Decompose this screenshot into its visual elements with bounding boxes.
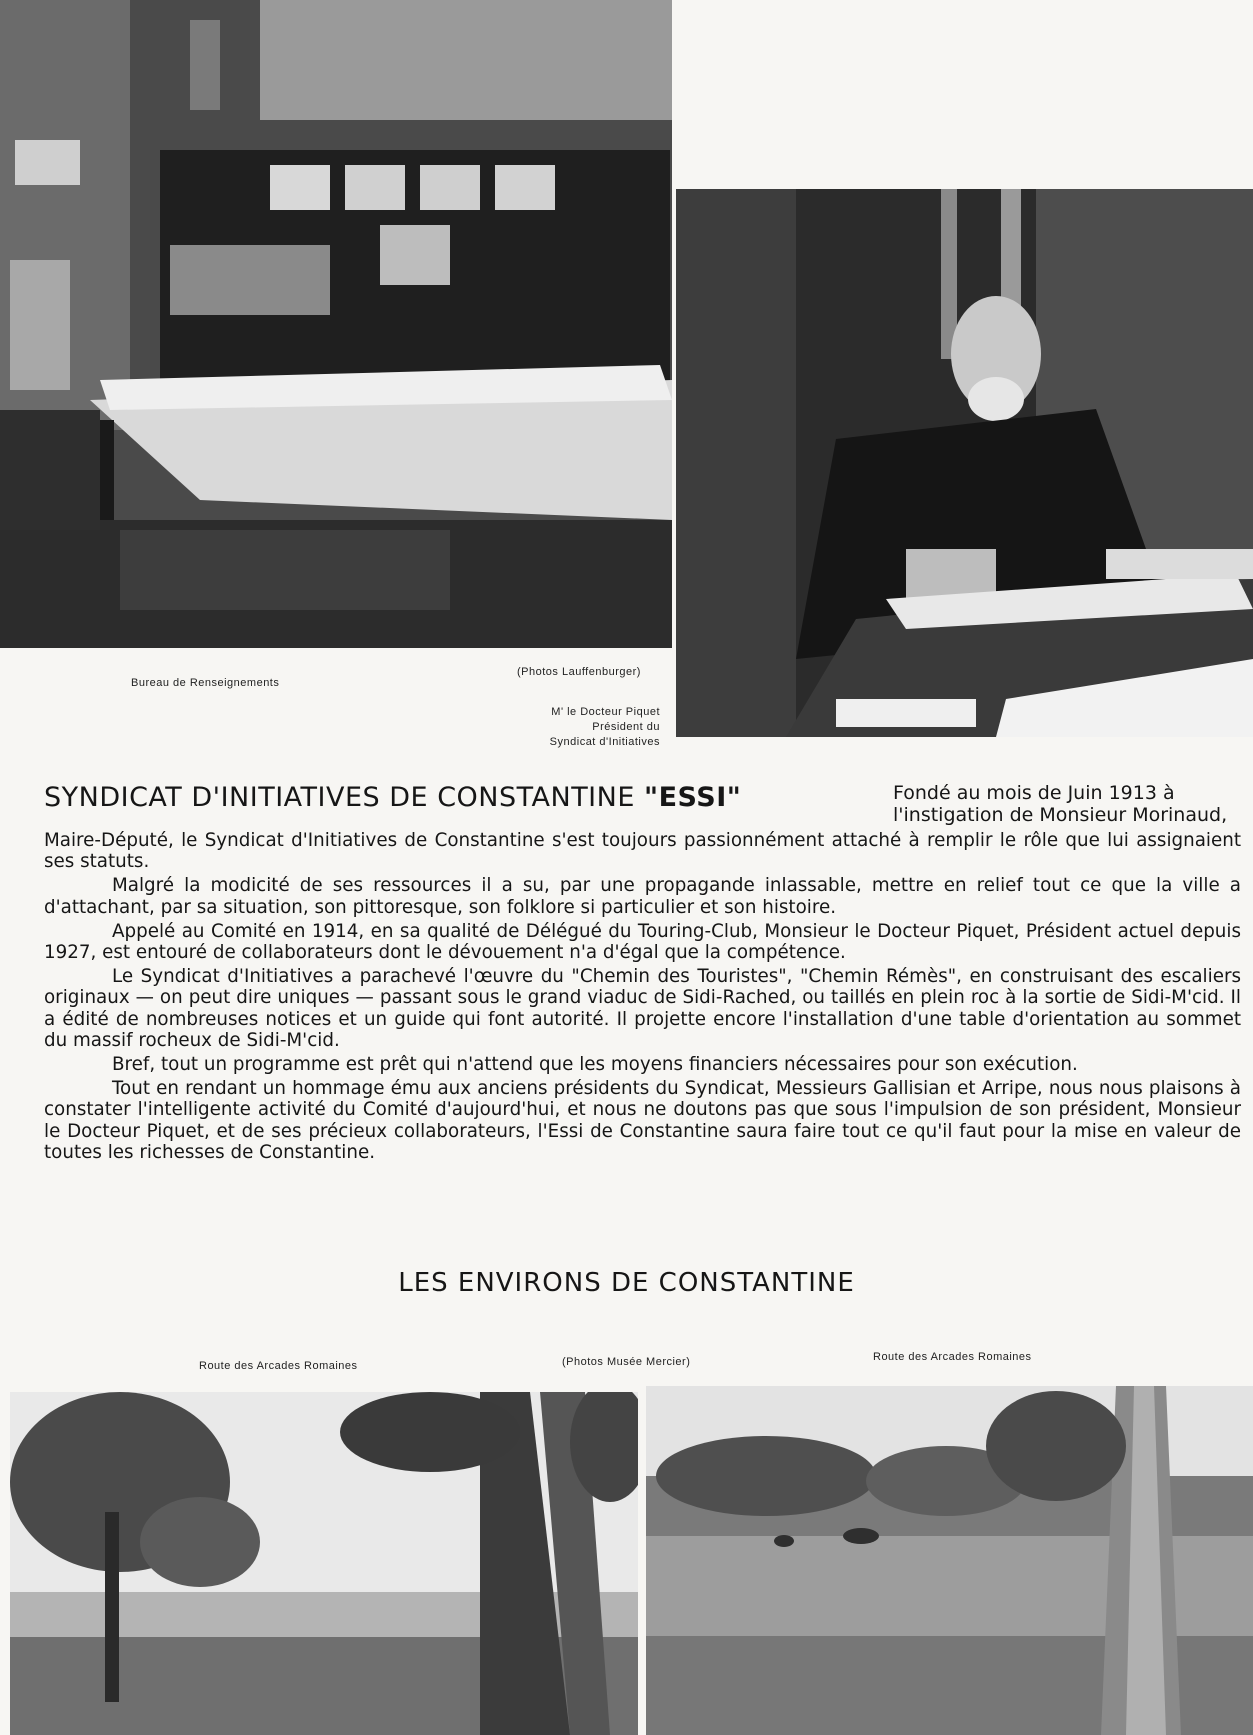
photo-route-arcades-left bbox=[10, 1392, 638, 1735]
caption-line-2: Président du bbox=[592, 721, 660, 733]
article-title bbox=[44, 782, 741, 813]
portrait-image bbox=[676, 189, 1253, 737]
office-interior-image bbox=[0, 0, 672, 648]
paragraph-2: Malgré la modicité de ses ressources il a su, par une propagande inlassable, mettre en relief tout ce que la ville a d'attachant, par sa situation, son pittoresque, son folklore si particulier et son histoire. bbox=[44, 875, 1241, 918]
title-essi: "ESSI" bbox=[644, 782, 742, 813]
photo-route-arcades-right bbox=[646, 1386, 1253, 1735]
photo-docteur-piquet bbox=[676, 189, 1253, 737]
title-main: SYNDICAT D'INITIATIVES DE CONSTANTINE bbox=[44, 782, 644, 813]
caption-docteur-piquet bbox=[460, 705, 660, 750]
caption-route-arcades-right: Route des Arcades Romaines bbox=[873, 1351, 1032, 1363]
paragraph-4: Le Syndicat d'Initiatives a parachevé l'œuvre du "Chemin des Touristes", "Chemin Rémès", en construisant des escaliers originaux — on peut dire uniques — passant sous le grand viaduc de Sidi-Rached, ou taillés en plein roc à la sortie de Sidi-M'cid. Il a édité de nombreuses notices et un guide qui font autorité. Il projette encore l'installation d'une table d'orientation au sommet du massif rocheux de Sidi-M'cid. bbox=[44, 966, 1241, 1051]
landscape-left-image bbox=[10, 1392, 638, 1735]
paragraph-6: Tout en rendant un hommage ému aux anciens présidents du Syndicat, Messieurs Gallisian et Arripe, nous nous plaisons à constater l'intelligente activité du Comité d'aujourd'hui, et nous ne doutons pas que sous l'impulsion de son président, Monsieur le Docteur Piquet, et de ses précieux collaborateurs, l'Essi de Constantine saura faire tout ce qu'il faut pour la mise en valeur de toutes les richesses de Constantine. bbox=[44, 1078, 1241, 1163]
article-lead: Fondé au mois de Juin 1913 à l'instigation de Monsieur Morinaud, bbox=[893, 782, 1228, 826]
landscape-right-image bbox=[646, 1386, 1253, 1735]
paragraph-5: Bref, tout un programme est prêt qui n'attend que les moyens financiers nécessaires pour son exécution. bbox=[112, 1054, 1078, 1076]
photo-credit-musee-mercier: (Photos Musée Mercier) bbox=[562, 1356, 691, 1368]
caption-route-arcades-left: Route des Arcades Romaines bbox=[199, 1360, 358, 1372]
article-body bbox=[44, 830, 1241, 1166]
paragraph-1: Maire-Député, le Syndicat d'Initiatives de Constantine s'est toujours passionnément attaché à remplir le rôle que lui assignaient ses statuts. bbox=[44, 830, 1241, 873]
caption-line-3: Syndicat d'Initiatives bbox=[549, 736, 660, 748]
caption-bureau-renseignements: Bureau de Renseignements bbox=[131, 677, 280, 689]
paragraph-3: Appelé au Comité en 1914, en sa qualité de Délégué du Touring-Club, Monsieur le Docteur Piquet, Président actuel depuis 1927, est entouré de collaborateurs dont le dévouement n'a d'égal que la compétence. bbox=[44, 920, 1241, 964]
photo-bureau-renseignements bbox=[0, 0, 672, 648]
photo-credit-lauffenburger: (Photos Lauffenburger) bbox=[517, 666, 641, 678]
caption-line-1: M' le Docteur Piquet bbox=[551, 706, 660, 718]
section-title-environs: LES ENVIRONS DE CONSTANTINE bbox=[398, 1268, 855, 1298]
